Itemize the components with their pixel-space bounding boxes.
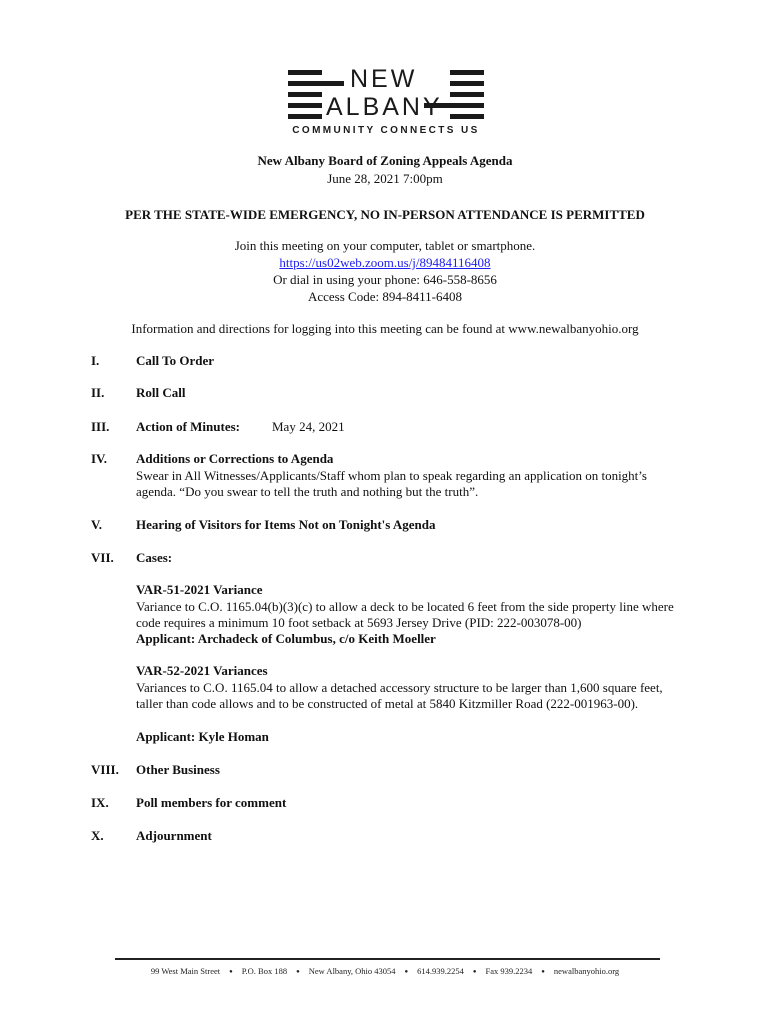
footer-website: newalbanyohio.org [553,966,620,976]
logo-bar [322,81,344,86]
minutes-date: May 24, 2021 [272,419,345,434]
dial-text: Or dial in using your phone: 646-558-8656 [273,272,497,287]
zoom-link[interactable]: https://us02web.zoom.us/j/89484116408 [279,255,491,270]
bullet-separator: ● [472,969,477,975]
case-applicant: Applicant: Kyle Homan [136,729,269,744]
logo-bar [450,70,484,75]
agenda-number: X. [91,828,104,843]
agenda-number: I. [91,353,100,368]
page-title: New Albany Board of Zoning Appeals Agenda [257,153,513,168]
agenda-number: IX. [91,795,109,810]
swear-in-text: Swear in All Witnesses/Applicants/Staff whom plan to speak regarding an application on tonight’s agenda. “Do you swear to tell the truth and nothing but the truth”. [136,468,647,500]
footer-po-box: P.O. Box 188 [241,966,288,976]
footer-address: 99 West Main Street [150,966,221,976]
agenda-item-minutes: Action of Minutes: [136,419,240,434]
logo-bar [288,103,322,108]
agenda-number: VIII. [91,762,119,777]
case-description: Variance to C.O. 1165.04(b)(3)(c) to allow a deck to be located 6 feet from the side property line where code requires a minimum 10 foot setback at 5693 Jersey Drive (PID: 222-003078-00) [136,599,674,631]
agenda-item-roll-call: Roll Call [136,385,186,400]
access-code: Access Code: 894-8411-6408 [307,289,463,304]
bullet-separator: ● [296,969,300,975]
agenda-item-other-business: Other Business [136,762,220,777]
case-title: VAR-51-2021 Variance [136,582,263,597]
logo-bar [288,81,322,86]
case-applicant: Applicant: Archadeck of Columbus, c/o Keith Moeller [136,631,436,646]
logo-tagline: COMMUNITY CONNECTS US [292,125,480,136]
agenda-item-poll: Poll members for comment [136,795,287,810]
logo-bar [450,92,484,97]
attendance-notice: PER THE STATE-WIDE EMERGENCY, NO IN-PERSON ATTENDANCE IS PERMITTED [125,207,645,222]
zoom-link-wrap [0,255,770,271]
footer-divider [115,958,660,960]
agenda-number: VII. [91,550,114,565]
logo-bar [450,81,484,86]
agenda-number: IV. [91,451,108,466]
agenda-item-cases: Cases: [136,550,173,565]
bullet-separator: ● [229,969,233,975]
logo-bar [450,103,484,108]
agenda-number: II. [91,385,105,400]
agenda-item-visitors: Hearing of Visitors for Items Not on Tonight's Agenda [136,517,436,532]
bullet-separator: ● [541,969,545,975]
case-title: VAR-52-2021 Variances [136,663,268,678]
logo-bar [288,70,322,75]
agenda-number: V. [91,517,102,532]
meeting-date: June 28, 2021 7:00pm [327,171,443,186]
agenda-item-additions: Additions or Corrections to Agenda [136,451,334,466]
info-text: Information and directions for logging into this meeting can be found at www.newalbanyohio.org [131,321,639,336]
agenda-item-adjournment: Adjournment [136,828,212,843]
footer-fax: Fax 939.2234 [485,966,533,976]
agenda-item-call-to-order: Call To Order [136,353,215,368]
case-description: Variances to C.O. 1165.04 to allow a detached accessory structure to be larger than 1,600 square feet, taller than code allows and to be constructed of metal at 5840 Kitzmiller Road (222-001963-00). [136,680,663,712]
logo-word-new: NEW [350,65,418,93]
footer [0,966,770,976]
footer-phone: 614.939.2254 [417,966,464,976]
logo-bar [288,92,322,97]
join-text: Join this meeting on your computer, tablet or smartphone. [234,238,536,253]
agenda-number: III. [91,419,110,434]
logo-bar [450,114,484,119]
bullet-separator: ● [404,969,409,975]
logo-word-albany: ALBANY [326,93,443,121]
logo-bar [288,114,322,119]
footer-city: New Albany, Ohio 43054 [308,966,396,976]
